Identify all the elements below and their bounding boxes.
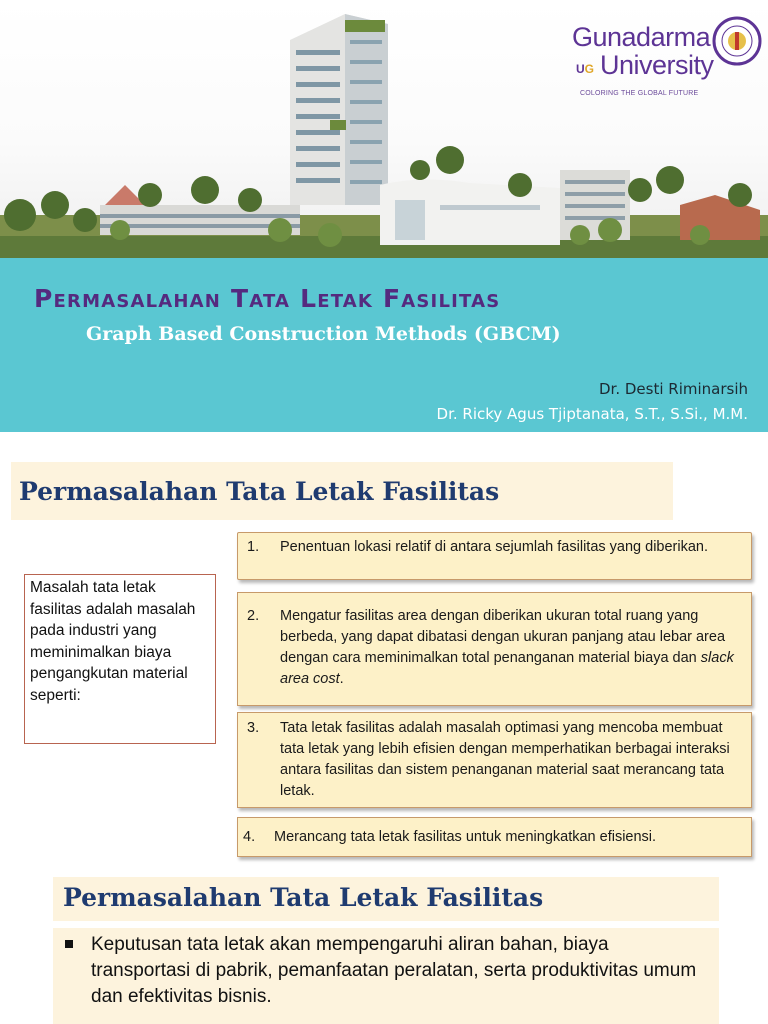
logo-name-bottom: University	[600, 50, 714, 80]
gunadarma-logo	[572, 20, 762, 104]
list-item-text: Tata letak fasilitas adalah masalah optimasi yang mencoba membuat tata letak yang lebih efisien dengan memperhatikan berbagai interaksi antara fasilitas dan sistem penanganan material saat merancang tata letak.	[280, 720, 730, 799]
logo-ug-u: U	[576, 62, 585, 76]
list-item	[237, 592, 752, 706]
slide2-heading: Permasalahan Tata Letak Fasilitas	[11, 462, 673, 520]
logo-tagline: COLORING THE GLOBAL FUTURE	[580, 90, 699, 97]
list-item-text-main: Mengatur fasilitas area dengan diberikan ukuran total ruang yang berbeda, yang dapat dibatasi dengan ukuran panjang atau lebar area dengan cara meminimalkan total penanganan material biaya dan	[280, 608, 726, 666]
square-bullet-icon	[65, 940, 73, 948]
list-item-text-end: .	[339, 671, 344, 687]
list-item	[237, 712, 752, 808]
slide3-heading: Permasalahan Tata Letak Fasilitas	[53, 877, 719, 921]
content-slide-2	[0, 864, 768, 1024]
list-item-text	[280, 606, 743, 690]
list-item-number: 1.	[247, 539, 260, 555]
list-item-number: 2.	[247, 608, 260, 624]
slide-title: Permasalahan Tata Letak Fasilitas	[34, 284, 501, 313]
logo-ug-g: G	[584, 62, 595, 76]
bullet-box	[53, 928, 719, 1024]
title-slide	[0, 0, 768, 432]
list-item	[237, 817, 752, 857]
list-item-number: 4.	[243, 829, 256, 845]
slide-subtitle: Graph Based Construction Methods (GBCM)	[86, 323, 561, 345]
list-item-text: Penentuan lokasi relatif di antara sejumlah fasilitas yang diberikan.	[280, 539, 708, 555]
intro-text-box: Masalah tata letak fasilitas adalah masalah pada industri yang meminimalkan biaya pengangkutan material seperti:	[24, 574, 216, 744]
logo-ug-mark	[576, 62, 594, 76]
logo-name-top: Gunadarma	[572, 22, 711, 52]
list-item-text: Merancang tata letak fasilitas untuk meningkatkan efisiensi.	[274, 829, 657, 845]
content-slide-1	[0, 432, 768, 864]
list-item-text-italic: slack area cost	[280, 650, 734, 687]
list-item-number: 3.	[247, 720, 260, 736]
bullet-text: Keputusan tata letak akan mempengaruhi aliran bahan, biaya transportasi di pabrik, pemanfaatan peralatan, serta produktivitas umum dan efektivitas bisnis.	[91, 934, 697, 1007]
author-2: Dr. Ricky Agus Tjiptanata, S.T., S.Si., M.M.	[436, 405, 748, 423]
university-seal-icon	[712, 16, 762, 66]
list-item	[237, 532, 752, 580]
author-1: Dr. Desti Riminarsih	[598, 380, 748, 398]
